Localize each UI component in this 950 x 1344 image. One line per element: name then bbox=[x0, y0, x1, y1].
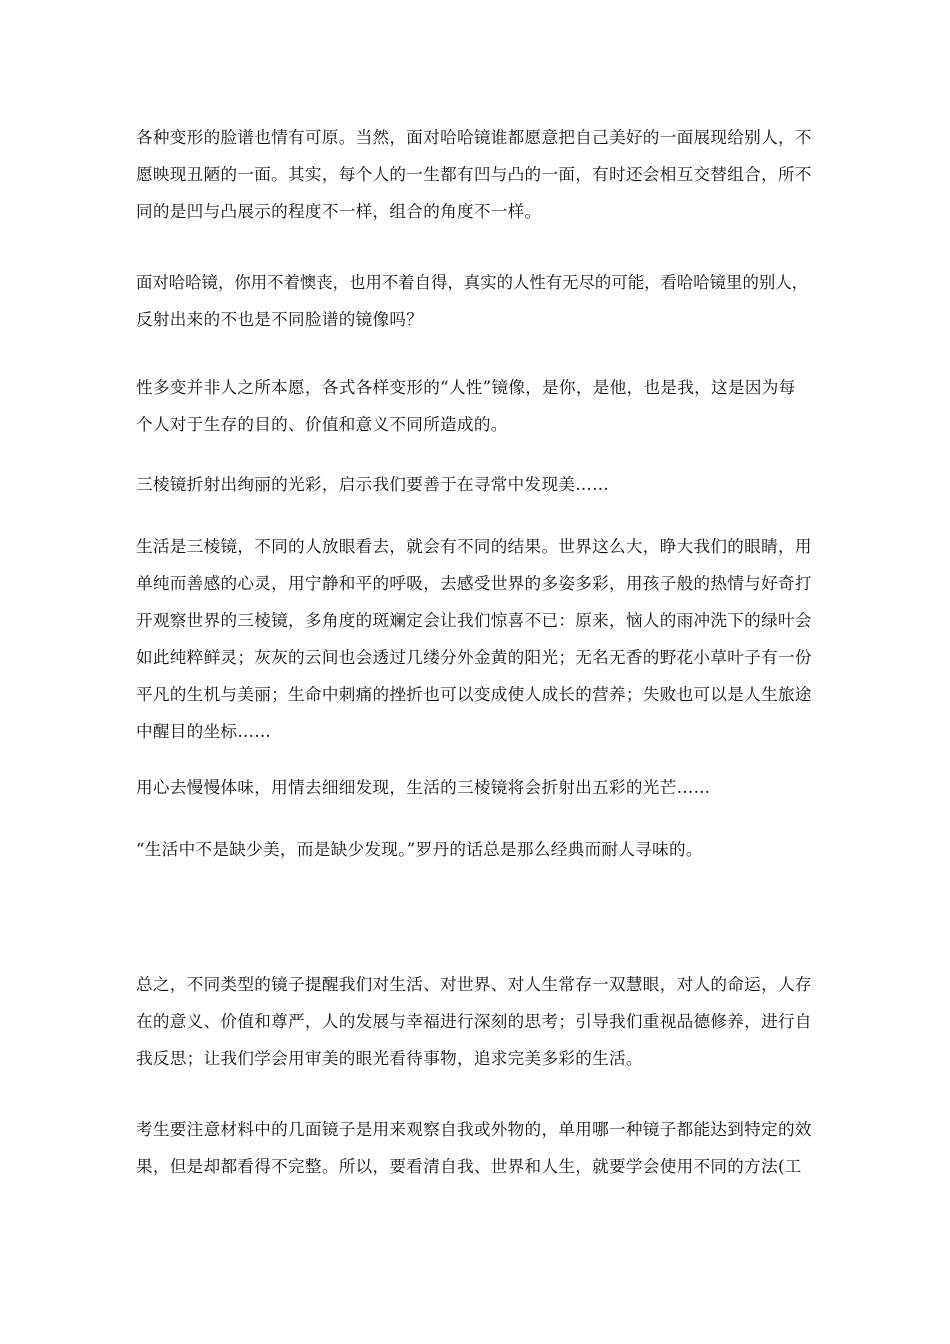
text-line: 我反思；让我们学会用审美的眼光看待事物，追求完美多彩的生活。 bbox=[136, 1049, 643, 1068]
text-line: 同的是凹与凸展示的程度不一样，组合的角度不一样。 bbox=[136, 202, 542, 221]
text-line: 反射出来的不也是不同脸谱的镜像吗？ bbox=[136, 310, 424, 329]
paragraph-rodin-quote bbox=[136, 831, 816, 868]
text-line: 总之，不同类型的镜子提醒我们对生活、对世界、对人生常存一双慧眼，对人的命运，人存 bbox=[136, 975, 812, 994]
paragraph-human-nature bbox=[136, 369, 816, 443]
paragraph-funhouse-mirror bbox=[136, 264, 816, 338]
text-line: 单纯而善感的心灵，用宁静和平的呼吸，去感受世界的多姿多彩，用孩子般的热情与好奇打 bbox=[136, 574, 812, 593]
text-line: 平凡的生机与美丽；生命中刺痛的挫折也可以变成使人成长的营养；失败也可以是人生旅途 bbox=[136, 685, 812, 704]
text-line: 用心去慢慢体味，用情去细细发现，生活的三棱镜将会折射出五彩的光芒…… bbox=[136, 778, 711, 797]
paragraph-life-prism bbox=[136, 528, 816, 750]
text-line: 在的意义、价值和尊严，人的发展与幸福进行深刻的思考；引导我们重视品德修养，进行自 bbox=[136, 1012, 812, 1031]
text-line: 愿映现丑陋的一面。其实，每个人的一生都有凹与凸的一面，有时还会相互交替组合，所不 bbox=[136, 165, 812, 184]
text-line: 个人对于生存的目的、价值和意义不同所造成的。 bbox=[136, 415, 508, 434]
text-line: 开观察世界的三棱镜，多角度的斑斓定会让我们惊喜不已：原来，恼人的雨冲洗下的绿叶会 bbox=[136, 611, 812, 630]
text-line: 果，但是却都看得不完整。所以，要看清自我、世界和人生，就要学会使用不同的方法(工 bbox=[136, 1157, 802, 1176]
text-line: “生活中不是缺少美，而是缺少发现。”罗丹的话总是那么经典而耐人寻味的。 bbox=[136, 840, 703, 859]
text-line: 三棱镜折射出绚丽的光彩，启示我们要善于在寻常中发现美…… bbox=[136, 475, 610, 494]
paragraph-summary bbox=[136, 966, 816, 1077]
text-line: 性多变并非人之所本愿，各式各样变形的“人性”镜像，是你，是他，也是我，这是因为每 bbox=[136, 378, 796, 397]
text-line: 生活是三棱镜，不同的人放眼看去，就会有不同的结果。世界这么大，睁大我们的眼睛，用 bbox=[136, 537, 812, 556]
text-line: 中醒目的坐标…… bbox=[136, 722, 272, 741]
paragraph-savor-life bbox=[136, 769, 816, 806]
paragraph-exam-advice bbox=[136, 1111, 816, 1185]
text-line: 面对哈哈镜，你用不着懊丧，也用不着自得，真实的人性有无尽的可能，看哈哈镜里的别人， bbox=[136, 273, 809, 292]
paragraph-prism-intro bbox=[136, 466, 816, 503]
text-line: 考生要注意材料中的几面镜子是用来观察自我或外物的，单用哪一种镜子都能达到特定的效 bbox=[136, 1120, 812, 1139]
paragraph-distorted-faces bbox=[136, 119, 816, 230]
text-line: 如此纯粹鲜灵；灰灰的云间也会透过几缕分外金黄的阳光；无名无香的野花小草叶子有一份 bbox=[136, 648, 812, 667]
text-line: 各种变形的脸谱也情有可原。当然，面对哈哈镜谁都愿意把自己美好的一面展现给别人，不 bbox=[136, 128, 812, 147]
